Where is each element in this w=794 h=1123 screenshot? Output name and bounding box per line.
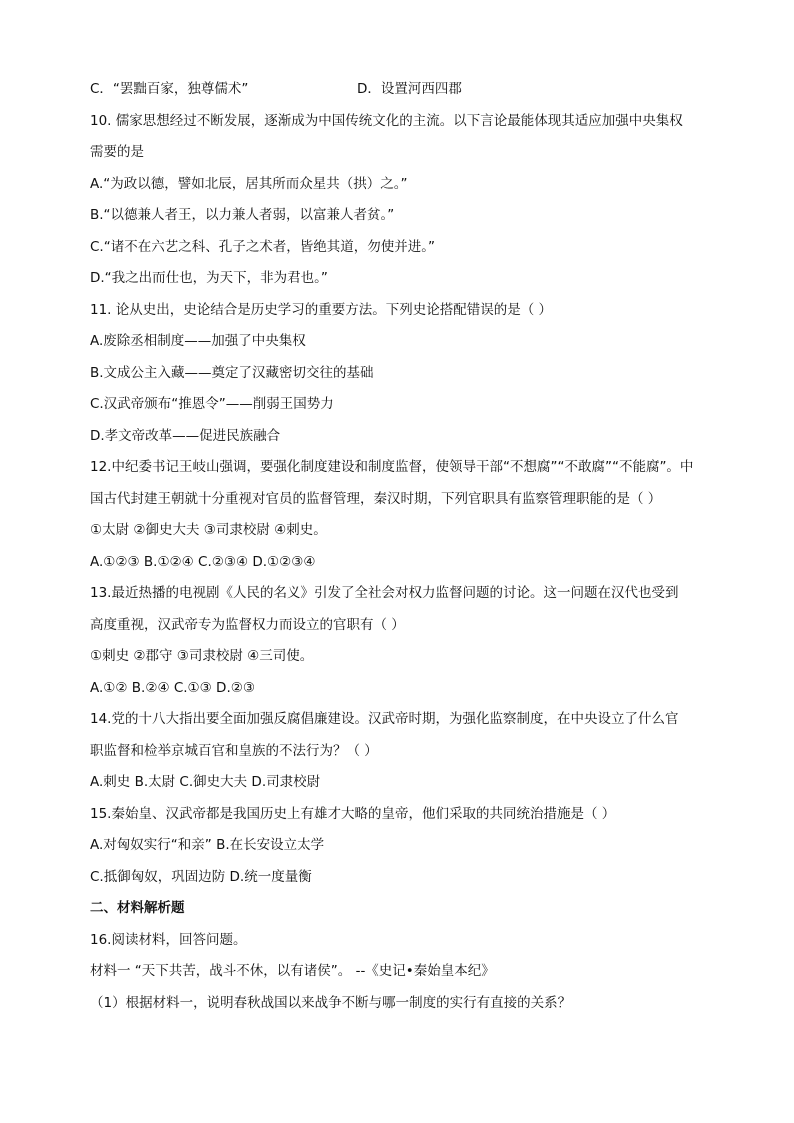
question-11-option-a: A.废除丞相制度——加强了中央集权 [90, 333, 306, 349]
material-one: 材料一 “天下共苦，战斗不休，以有诸侯”。 --《史记•秦始皇本纪》 [90, 963, 495, 979]
question-10-option-d: D.“我之出而仕也，为天下，非为君也。” [90, 270, 328, 286]
question-12-stem-cont: 国古代封建王朝就十分重视对官员的监督管理，秦汉时期，下列官职具有监察管理职能的是（ ） [90, 490, 662, 507]
question-10-stem-cont: 需要的是 [90, 144, 144, 160]
question-13-items: ①刺史 ②郡守 ③司隶校尉 ④三司使。 [90, 648, 314, 664]
option-c: C．“罢黜百家，独尊儒术” [90, 81, 249, 97]
question-10-option-a: A.“为政以德，譬如北辰，居其所而众星共（拱）之。” [90, 175, 408, 192]
question-10-option-c: C.“诸不在六艺之科、孔子之术者，皆绝其道，勿使并进。” [90, 238, 435, 255]
section-heading: 二、材料解析题 [90, 900, 185, 916]
question-13-stem: 13.最近热播的电视剧《人民的名义》引发了全社会对权力监督问题的讨论。这一问题在汉代也受到 [90, 585, 679, 601]
question-12-stem: 12.中纪委书记王岐山强调，要强化制度建设和制度监督，使领导干部“不想腐”“不敢腐”“不能腐”。中 [90, 459, 694, 475]
question-15-options-cd: C.抵御匈奴，巩固边防 D.统一度量衡 [90, 868, 312, 885]
question-12-items: ①太尉 ②御史大夫 ③司隶校尉 ④刺史。 [90, 522, 327, 538]
option-d: D．设置河西四郡 [357, 81, 462, 97]
question-10-option-b: B.“以德兼人者王，以力兼人者弱，以富兼人者贫。” [90, 207, 395, 223]
question-11-stem: 11. 论从史出，史论结合是历史学习的重要方法。下列史论搭配错误的是（ ） [90, 301, 553, 318]
question-14-stem-cont: 职监督和检举京城百官和皇族的不法行为？（ ） [90, 742, 378, 759]
options-row-c-d [90, 80, 706, 98]
question-11-option-c: C.汉武帝颁布“推恩令”——削弱王国势力 [90, 396, 334, 412]
question-14-stem: 14.党的十八大指出要全面加强反腐倡廉建设。汉武帝时期，为强化监察制度，在中央设立了什么官 [90, 711, 679, 727]
question-16-stem: 16.阅读材料，回答问题。 [90, 931, 247, 948]
question-15-options-ab: A.对匈奴实行“和亲” B.在长安设立太学 [90, 837, 325, 853]
question-11-option-d: D.孝文帝改革——促进民族融合 [90, 427, 281, 444]
question-13-stem-cont: 高度重视，汉武帝专为监督权力而设立的官职有（ ） [90, 616, 405, 633]
question-11-option-b: B.文成公主入藏——奠定了汉藏密切交往的基础 [90, 364, 374, 381]
question-10-stem: 10. 儒家思想经过不断发展，逐渐成为中国传统文化的主流。以下言论最能体现其适应加强中央集权 [90, 112, 683, 129]
question-14-options: A.刺史 B.太尉 C.御史大夫 D.司隶校尉 [90, 774, 321, 790]
question-16-part-1: （1）根据材料一，说明春秋战国以来战争不断与哪一制度的实行有直接的关系？ [90, 994, 572, 1011]
question-12-options: A.①②③ B.①②④ C.②③④ D.①②③④ [90, 553, 316, 570]
question-15-stem: 15.秦始皇、汉武帝都是我国历史上有雄才大略的皇帝，他们采取的共同统治措施是（ ） [90, 805, 616, 822]
question-13-options: A.①② B.②④ C.①③ D.②③ [90, 679, 255, 696]
